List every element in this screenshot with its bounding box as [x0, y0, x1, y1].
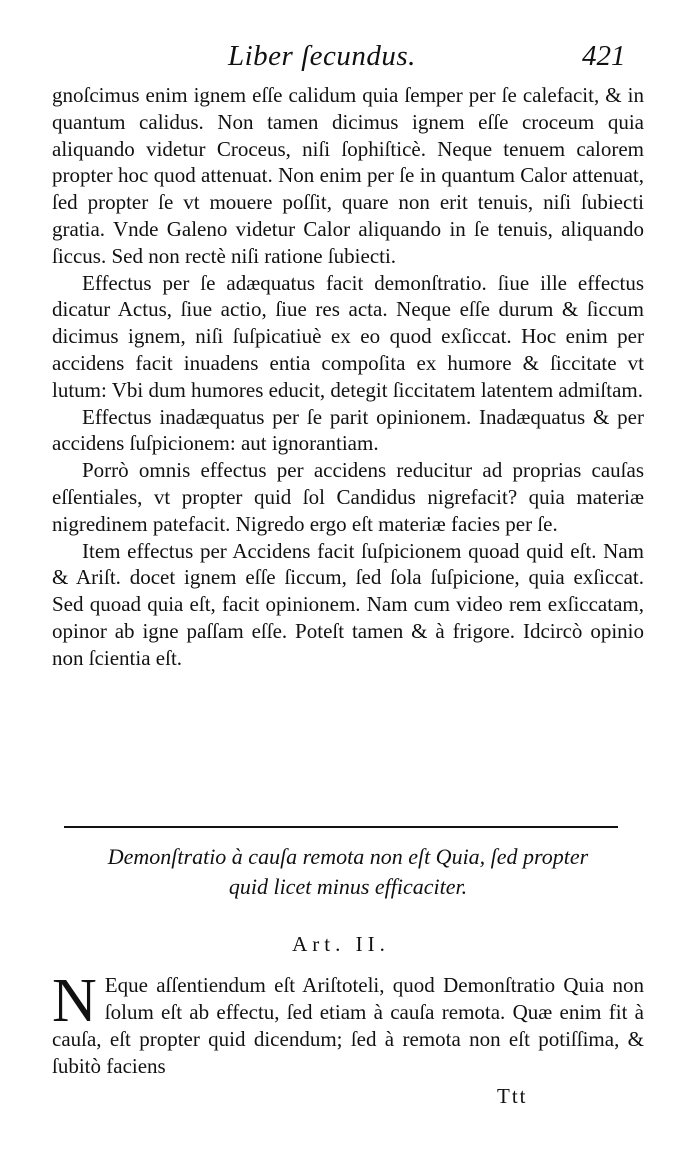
section-divider-rule: [64, 826, 618, 828]
body-text: [52, 82, 644, 672]
running-head: [0, 38, 682, 78]
section-heading: [52, 842, 644, 902]
drop-cap-initial: N: [52, 967, 97, 1035]
paragraph-2: Effectus per ſe adæquatus facit demonſtratio. ſiue ille effectus dicatur Actus, ſiue actio, ſiue res acta. Neque eſſe durum & ſiccum dicimus ignem, niſi ſuſpicatiuè ex eo quod exſiccat. Hoc enim per accidens facit inuadens entia compoſita ex humore & ſiccitate vt lutum: Vbi dum humores educit, detegit ſiccitatem latentem admiſtam.: [52, 270, 644, 402]
section-heading-line-2: quid licet minus efficaciter.: [228, 874, 468, 899]
article-body: [52, 967, 644, 1080]
article-label: Art. II.: [292, 932, 390, 956]
signature-mark: Ttt: [497, 1084, 528, 1108]
page-number: 421: [582, 40, 626, 72]
running-title: Liber ſecundus.: [228, 40, 416, 72]
article-text: Eque aſſentiendum eſt Ariſtoteli, quod Demonſtratio Quia non ſolum eſt ab effectu, ſed etiam à cauſa remota. Quæ enim fit à cauſa, eſt propter quid dicendum; ſed à remota non eſt potiſſima, & ſubitò faciens: [52, 973, 644, 1078]
paragraph-4: Porrò omnis effectus per accidens reducitur ad proprias cauſas eſſentiales, vt propter quid ſol Candidus nigrefacit? quia materiæ nigredinem patefacit. Nigredo ergo eſt materiæ facies per ſe.: [52, 458, 644, 536]
paragraph-3: Effectus inadæquatus per ſe parit opinionem. Inadæquatus & per accidens ſuſpicionem: aut ignorantiam.: [52, 404, 644, 456]
paragraph-5: Item effectus per Accidens facit ſuſpicionem quoad quid eſt. Nam & Ariſt. docet ignem eſſe ſiccum, ſed ſola ſuſpicione, quia exſiccat. Sed quoad quia eſt, facit opinionem. Nam cum video rem exſiccatam, opinor ab igne paſſam eſſe. Poteſt tamen & à frigore. Idcircò opinio non ſcientia eſt.: [52, 538, 644, 670]
paragraph-1: gnoſcimus enim ignem eſſe calidum quia ſemper per ſe calefacit, & in quantum calidus. Non tamen dicimus ignem eſſe croceum quia aliquando videtur Croceus, niſi ſophiſticè. Neque tenuem calorem propter hoc quod attenuat. Non enim per ſe in quantum Calor attenuat, ſed propter ſe vt mouere poſſit, quare non erit tenuis, niſi ſubiecti gratia. Vnde Galeno videtur Calor aliquando in ſe tenuis, aliquando ſiccus. Sed non rectè niſi ratione ſubiecti.: [52, 83, 644, 268]
section-heading-line-1: Demonſtratio à cauſa remota non eſt Quia, ſed propter: [107, 844, 589, 869]
